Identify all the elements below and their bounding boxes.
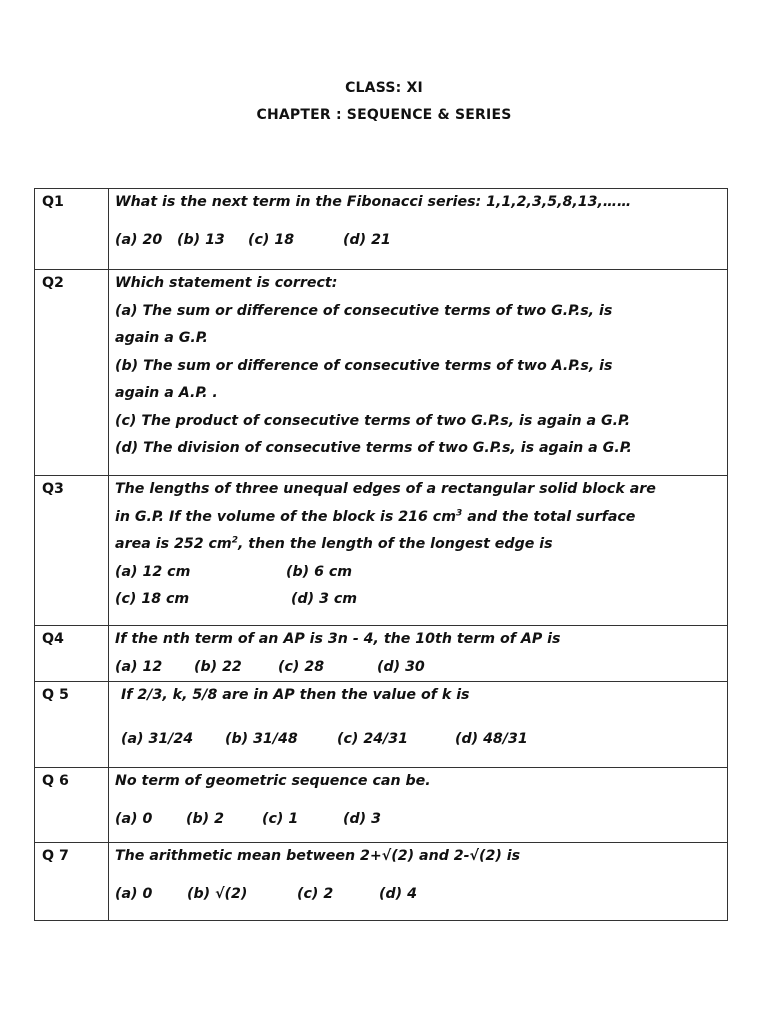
question-row-7 [35,843,728,921]
option-d: (d) 21 [343,231,391,248]
question-number: Q 5 [35,682,109,768]
options-line [115,654,723,682]
statement-line: again a G.P. [115,330,208,346]
option-a: (a) 0 [115,810,153,827]
option-d: (d) 3 [343,810,381,827]
class-heading: CLASS: XI [345,80,423,96]
question-number: Q 6 [35,768,109,843]
question-row-2 [35,270,728,476]
question-text: What is the next term in the Fibonacci series: 1,1,2,3,5,8,13,…… [115,194,632,210]
option-c: (c) 18 [248,231,295,248]
option-a: (a) 31/24 [121,730,194,747]
option-a: (a) 12 [115,658,163,675]
question-body [109,626,728,682]
statement-line: (d) The division of consecutive terms of two G.P.s, is again a G.P. [115,440,632,456]
question-text: The lengths of three unequal edges of a rectangular solid block are [115,481,656,497]
question-text: Which statement is correct: [115,275,338,291]
question-body [109,476,728,626]
statement-line: (a) The sum or difference of consecutive terms of two G.P.s, is [115,302,613,319]
option-d: (d) 4 [379,885,417,902]
options-line [115,881,723,909]
question-table [34,188,728,921]
text-fragment: , then the length of the longest edge is [237,536,553,552]
option-d: (d) 30 [377,658,425,675]
question-text: The arithmetic mean between 2+√(2) and 2-√(2) is [115,848,521,864]
text-fragment: and the total surface [462,508,636,525]
chapter-heading: CHAPTER : SEQUENCE & SERIES [256,107,512,123]
option-c: (c) 24/31 [337,730,408,747]
superscript: 3 [456,507,463,518]
superscript: 2 [231,535,238,546]
options-line [115,806,723,834]
question-number: Q 7 [35,843,109,921]
option-b: (b) 22 [194,658,242,675]
question-body [109,768,728,843]
option-b: (b) √(2) [187,885,248,902]
question-body [109,270,728,476]
question-number: Q1 [35,189,109,270]
option-b: (b) 6 cm [286,563,353,580]
question-number: Q2 [35,270,109,476]
question-body [109,843,728,921]
question-text [115,531,723,559]
question-number: Q4 [35,626,109,682]
question-text: If 2/3, k, 5/8 are in AP then the value of k is [121,687,470,703]
option-c: (c) 28 [278,658,325,675]
statement-line: again a A.P. . [115,385,218,401]
option-b: (b) 31/48 [225,730,298,747]
text-fragment: in G.P. If the volume of the block is 216 cm [115,508,456,525]
statement-line: (c) The product of consecutive terms of two G.P.s, is again a G.P. [115,412,631,429]
question-text: If the nth term of an AP is 3n - 4, the 10th term of AP is [115,631,561,647]
options-line [115,227,723,255]
option-d: (d) 3 cm [291,591,358,607]
question-body [109,682,728,768]
question-row-6 [35,768,728,843]
options-line [115,559,723,587]
question-row-5 [35,682,728,768]
question-text: No term of geometric sequence can be. [115,773,431,789]
question-body [109,189,728,270]
option-c: (c) 18 cm [115,591,190,607]
question-number: Q3 [35,476,109,626]
text-fragment: area is 252 cm [115,536,232,552]
option-b: (b) 13 [177,231,225,248]
question-row-4 [35,626,728,682]
option-a: (a) 0 [115,885,153,902]
option-d: (d) 48/31 [455,730,528,747]
option-c: (c) 2 [297,885,334,902]
options-line [121,726,723,754]
option-a: (a) 12 cm [115,563,191,580]
options-line [115,586,723,614]
option-c: (c) 1 [262,810,299,827]
question-row-3 [35,476,728,626]
question-row-1 [35,189,728,270]
question-text [115,504,723,532]
option-b: (b) 2 [186,810,224,827]
option-a: (a) 20 [115,231,163,248]
statement-line: (b) The sum or difference of consecutive terms of two A.P.s, is [115,357,613,374]
